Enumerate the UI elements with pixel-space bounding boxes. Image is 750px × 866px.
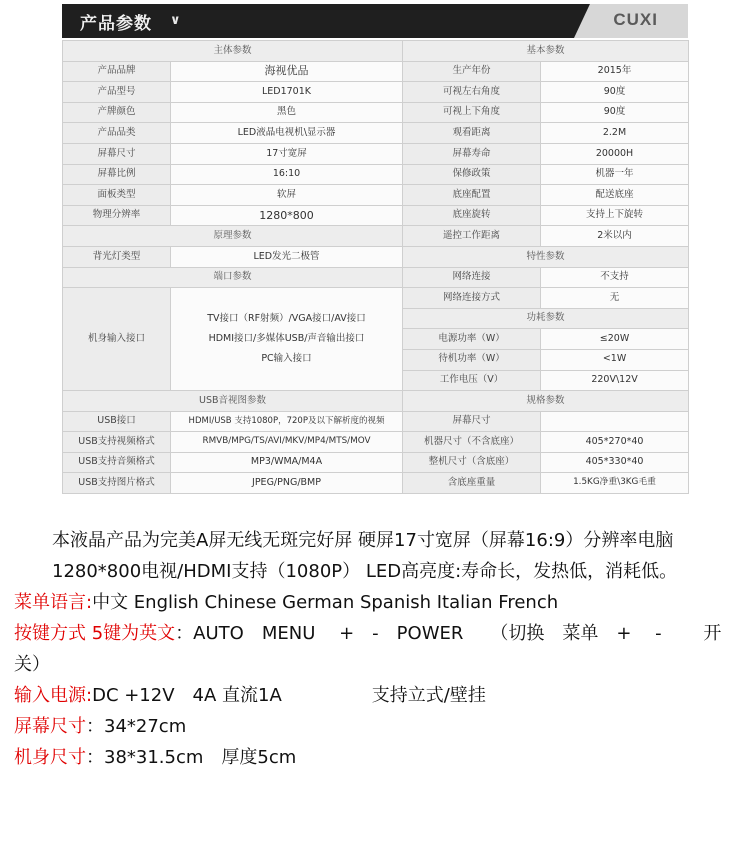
spec-value: <1W (541, 349, 689, 370)
screen-size-value: ：34*27cm (86, 716, 187, 737)
input-port-line: TV接口（RF射频）/VGA接口/AV接口 (207, 313, 366, 325)
table-row (63, 143, 689, 164)
spec-value: 无 (541, 288, 689, 309)
body-size-label: 机身尺寸 (14, 747, 86, 768)
screen-size-line (14, 711, 740, 742)
spec-value: 不支持 (541, 267, 689, 288)
table-row (63, 226, 689, 247)
spec-label: 屏幕尺寸 (403, 411, 541, 432)
spec-label: 含底座重量 (403, 473, 541, 494)
spec-label: 可视左右角度 (403, 82, 541, 103)
menu-language-value: 中文 English Chinese German Spanish Italian French (92, 592, 559, 613)
key-mode-value: ：AUTO MENU + - POWER （切换 菜单 + - 开关） (14, 623, 722, 675)
spec-label: 工作电压（V） (403, 370, 541, 391)
spec-label: 遥控工作距离 (403, 226, 541, 247)
spec-label: 面板类型 (63, 185, 171, 206)
section-header: 端口参数 (63, 267, 403, 288)
spec-label: 观看距离 (403, 123, 541, 144)
spec-value: LED1701K (171, 82, 403, 103)
spec-value: 1280*800 (171, 205, 403, 226)
section-header: USB音视图参数 (63, 391, 403, 412)
spec-title: 产品参数 (80, 14, 152, 34)
section-header: 特性参数 (403, 246, 689, 267)
table-row (63, 452, 689, 473)
body-size-line (14, 742, 740, 773)
table-row (63, 411, 689, 432)
input-port-line: HDMI接口/多媒体USB/声音输出接口 (208, 333, 365, 345)
menu-language-line (14, 587, 740, 618)
spec-label: USB支持图片格式 (63, 473, 171, 494)
table-row (63, 61, 689, 82)
table-row (63, 288, 689, 309)
spec-label: USB支持音频格式 (63, 452, 171, 473)
key-mode-label: 按键方式 5键为英文 (14, 623, 176, 644)
spec-table (62, 40, 689, 494)
spec-value: 海视优品 (171, 61, 403, 82)
spec-sheet-image (62, 4, 688, 496)
spec-value: JPEG/PNG/BMP (171, 473, 403, 494)
spec-value: 2.2M (541, 123, 689, 144)
spec-value: 405*270*40 (541, 432, 689, 453)
spec-label: 网络连接 (403, 267, 541, 288)
table-row (63, 391, 689, 412)
spec-value: 2015年 (541, 61, 689, 82)
body-size-value: ：38*31.5cm 厚度5cm (86, 747, 297, 768)
spec-label: 电源功率（W） (403, 329, 541, 350)
spec-label: 生产年份 (403, 61, 541, 82)
spec-value: LED液晶电视机\显示器 (171, 123, 403, 144)
spec-label: 待机功率（W） (403, 349, 541, 370)
spec-value: 支持上下旋转 (541, 205, 689, 226)
spec-label: 机器尺寸（不含底座） (403, 432, 541, 453)
table-row (63, 41, 689, 62)
section-header: 原理参数 (63, 226, 403, 247)
table-row (63, 185, 689, 206)
spec-label: 屏幕寿命 (403, 143, 541, 164)
product-description (14, 525, 740, 773)
table-row (63, 164, 689, 185)
spec-label: 屏幕尺寸 (63, 143, 171, 164)
input-port-line: PC输入接口 (261, 353, 312, 365)
spec-label: 保修政策 (403, 164, 541, 185)
spec-label: 底座配置 (403, 185, 541, 206)
table-row (63, 82, 689, 103)
input-power-label: 输入电源: (14, 685, 93, 706)
screen-size-label: 屏幕尺寸 (14, 716, 86, 737)
spec-label: 网络连接方式 (403, 288, 541, 309)
spec-value: 17寸宽屏 (171, 143, 403, 164)
spec-label: USB接口 (63, 411, 171, 432)
spec-value: HDMI/USB 支持1080P，720P及以下解析度的视频 (171, 411, 403, 432)
input-power-value: DC +12V 4A 直流1A 支持立式/壁挂 (92, 685, 486, 706)
key-mode-line (14, 618, 740, 680)
section-header: 功耗参数 (403, 308, 689, 329)
chevron-down-icon: ∨ (170, 13, 181, 28)
spec-label: 产品品类 (63, 123, 171, 144)
menu-language-label: 菜单语言: (14, 592, 93, 613)
section-header: 规格参数 (403, 391, 689, 412)
spec-value: RMVB/MPG/TS/AVI/MKV/MP4/MTS/MOV (171, 432, 403, 453)
spec-label: 产品品牌 (63, 61, 171, 82)
spec-value: 机器一年 (541, 164, 689, 185)
spec-label: 屏幕比例 (63, 164, 171, 185)
spec-label: 整机尺寸（含底座） (403, 452, 541, 473)
spec-label: 物理分辨率 (63, 205, 171, 226)
spec-value: 配送底座 (541, 185, 689, 206)
intro-paragraph: 本液晶产品为完美A屏无线无斑完好屏 硬屏17寸宽屏（屏幕16:9）分辨率电脑1280*800电视/HDMI支持（1080P） LED高亮度:寿命长，发热低，消耗低。 (52, 530, 678, 582)
spec-label: USB支持视频格式 (63, 432, 171, 453)
section-header: 主体参数 (63, 41, 403, 62)
brand-logo: CUXI (613, 10, 658, 29)
spec-value: 90度 (541, 102, 689, 123)
input-power-line (14, 680, 740, 711)
spec-label: 可视上下角度 (403, 102, 541, 123)
spec-value: 软屏 (171, 185, 403, 206)
spec-label: 背光灯类型 (63, 246, 171, 267)
table-row (63, 123, 689, 144)
table-row (63, 205, 689, 226)
table-row (63, 246, 689, 267)
spec-value: 16:10 (171, 164, 403, 185)
spec-value: 黑色 (171, 102, 403, 123)
spec-value: ≤20W (541, 329, 689, 350)
spec-value: 90度 (541, 82, 689, 103)
table-row (63, 267, 689, 288)
table-row (63, 473, 689, 494)
spec-label: 机身输入接口 (63, 288, 171, 391)
spec-value: 20000H (541, 143, 689, 164)
spec-value: 2米以内 (541, 226, 689, 247)
spec-value: 220V\12V (541, 370, 689, 391)
spec-label: 产品型号 (63, 82, 171, 103)
spec-value: LED发光二极管 (171, 246, 403, 267)
spec-value: 1.5KG净重\3KG毛重 (541, 473, 689, 494)
spec-label: 产牌颜色 (63, 102, 171, 123)
table-row (63, 102, 689, 123)
spec-header-bar (62, 4, 688, 38)
spec-label: 底座旋转 (403, 205, 541, 226)
spec-value: MP3/WMA/M4A (171, 452, 403, 473)
section-header: 基本参数 (403, 41, 689, 62)
spec-value (541, 411, 689, 432)
spec-value: 405*330*40 (541, 452, 689, 473)
table-row (63, 432, 689, 453)
input-ports-list (171, 288, 403, 391)
